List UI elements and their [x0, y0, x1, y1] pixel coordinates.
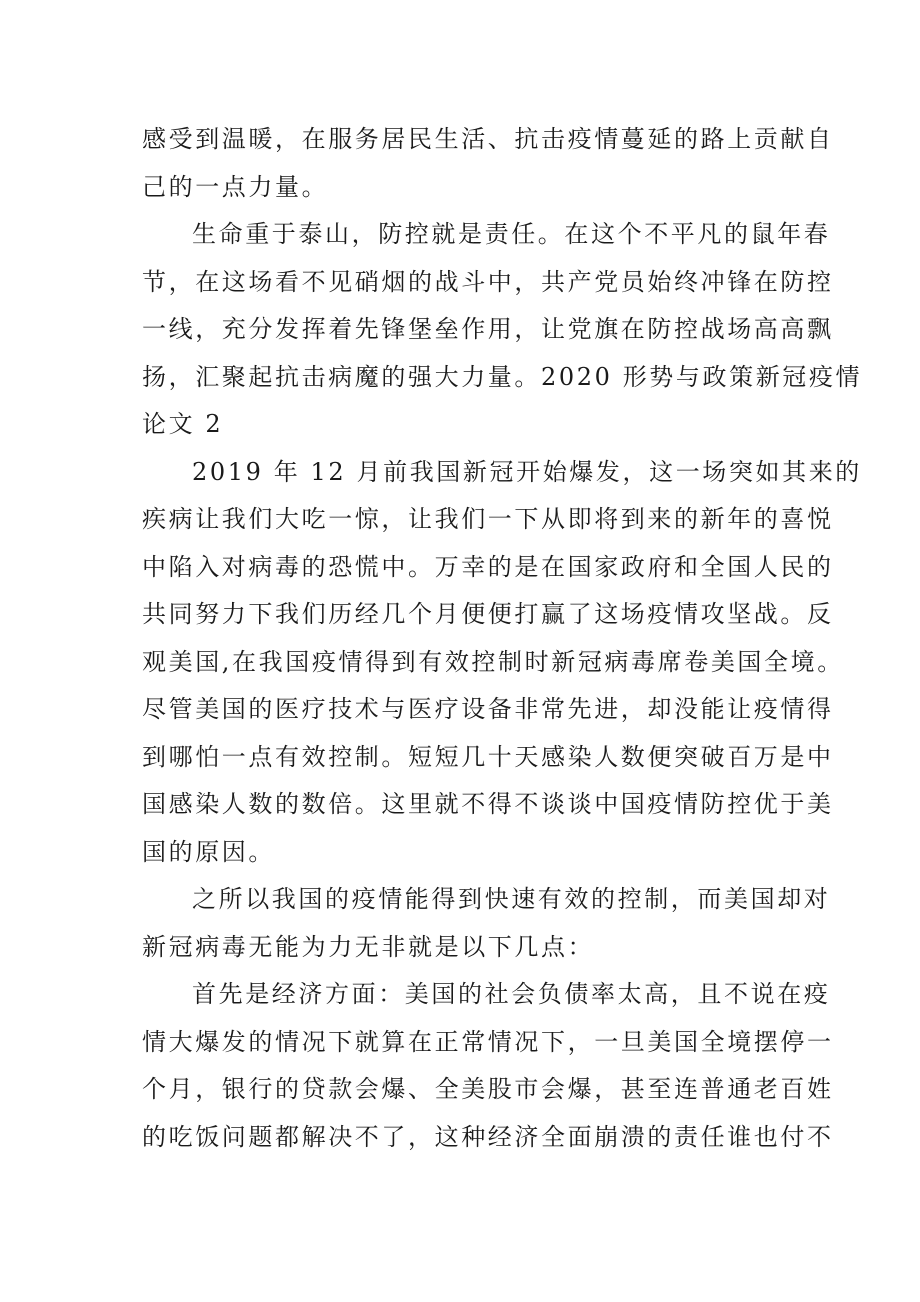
text-line: 感受到温暖，在服务居民生活、抗击疫情蔓延的路上贡献自 [142, 125, 834, 153]
text-line: 节，在这场看不见硝烟的战斗中，共产党员始终冲锋在防控 [142, 267, 834, 296]
text-line: 新冠病毒无能为力无非就是以下几点： [142, 932, 595, 961]
text-line: 共同努力下我们历经几个月便便打赢了这场疫情攻坚战。反 [142, 600, 834, 628]
text-line: 首先是经济方面：美国的社会负债率太高，且不说在疫 [192, 980, 831, 1008]
text-line: 的吃饭问题都解决不了，这种经济全面崩溃的责任谁也付不 [142, 1122, 834, 1151]
body-text [142, 116, 863, 1161]
text-line: 到哪怕一点有效控制。短短几十天感染人数便突破百万是中 [142, 742, 834, 771]
text-line: 论文 2 [142, 410, 224, 438]
text-line: 之所以我国的疫情能得到快速有效的控制，而美国却对 [192, 885, 831, 913]
text-line: 国的原因。 [142, 837, 275, 866]
text-line: 2019 年 12 月前我国新冠开始爆发，这一场突如其来的 [192, 457, 862, 486]
text-line: 观美国,在我国疫情得到有效控制时新冠病毒席卷美国全境。 [142, 647, 844, 676]
text-line: 国感染人数的数倍。这里就不得不谈谈中国疫情防控优于美 [142, 790, 834, 818]
text-line: 中陷入对病毒的恐慌中。万幸的是在国家政府和全国人民的 [142, 552, 834, 581]
text-line: 尽管美国的医疗技术与医疗设备非常先进，却没能让疫情得 [142, 695, 834, 723]
text-line: 情大爆发的情况下就算在正常情况下，一旦美国全境摆停一 [142, 1027, 834, 1056]
text-line: 扬，汇聚起抗击病魔的强大力量。2020 形势与政策新冠疫情 [142, 362, 863, 391]
text-line: 己的一点力量。 [142, 172, 329, 201]
text-line: 个月，银行的贷款会爆、全美股市会爆，甚至连普通老百姓 [142, 1075, 834, 1103]
text-line: 生命重于泰山，防控就是责任。在这个不平凡的鼠年春 [192, 220, 831, 248]
text-line: 疾病让我们大吃一惊，让我们一下从即将到来的新年的喜悦 [142, 505, 834, 533]
text-line: 一线，充分发挥着先锋堡垒作用，让党旗在防控战场高高飘 [142, 315, 834, 343]
